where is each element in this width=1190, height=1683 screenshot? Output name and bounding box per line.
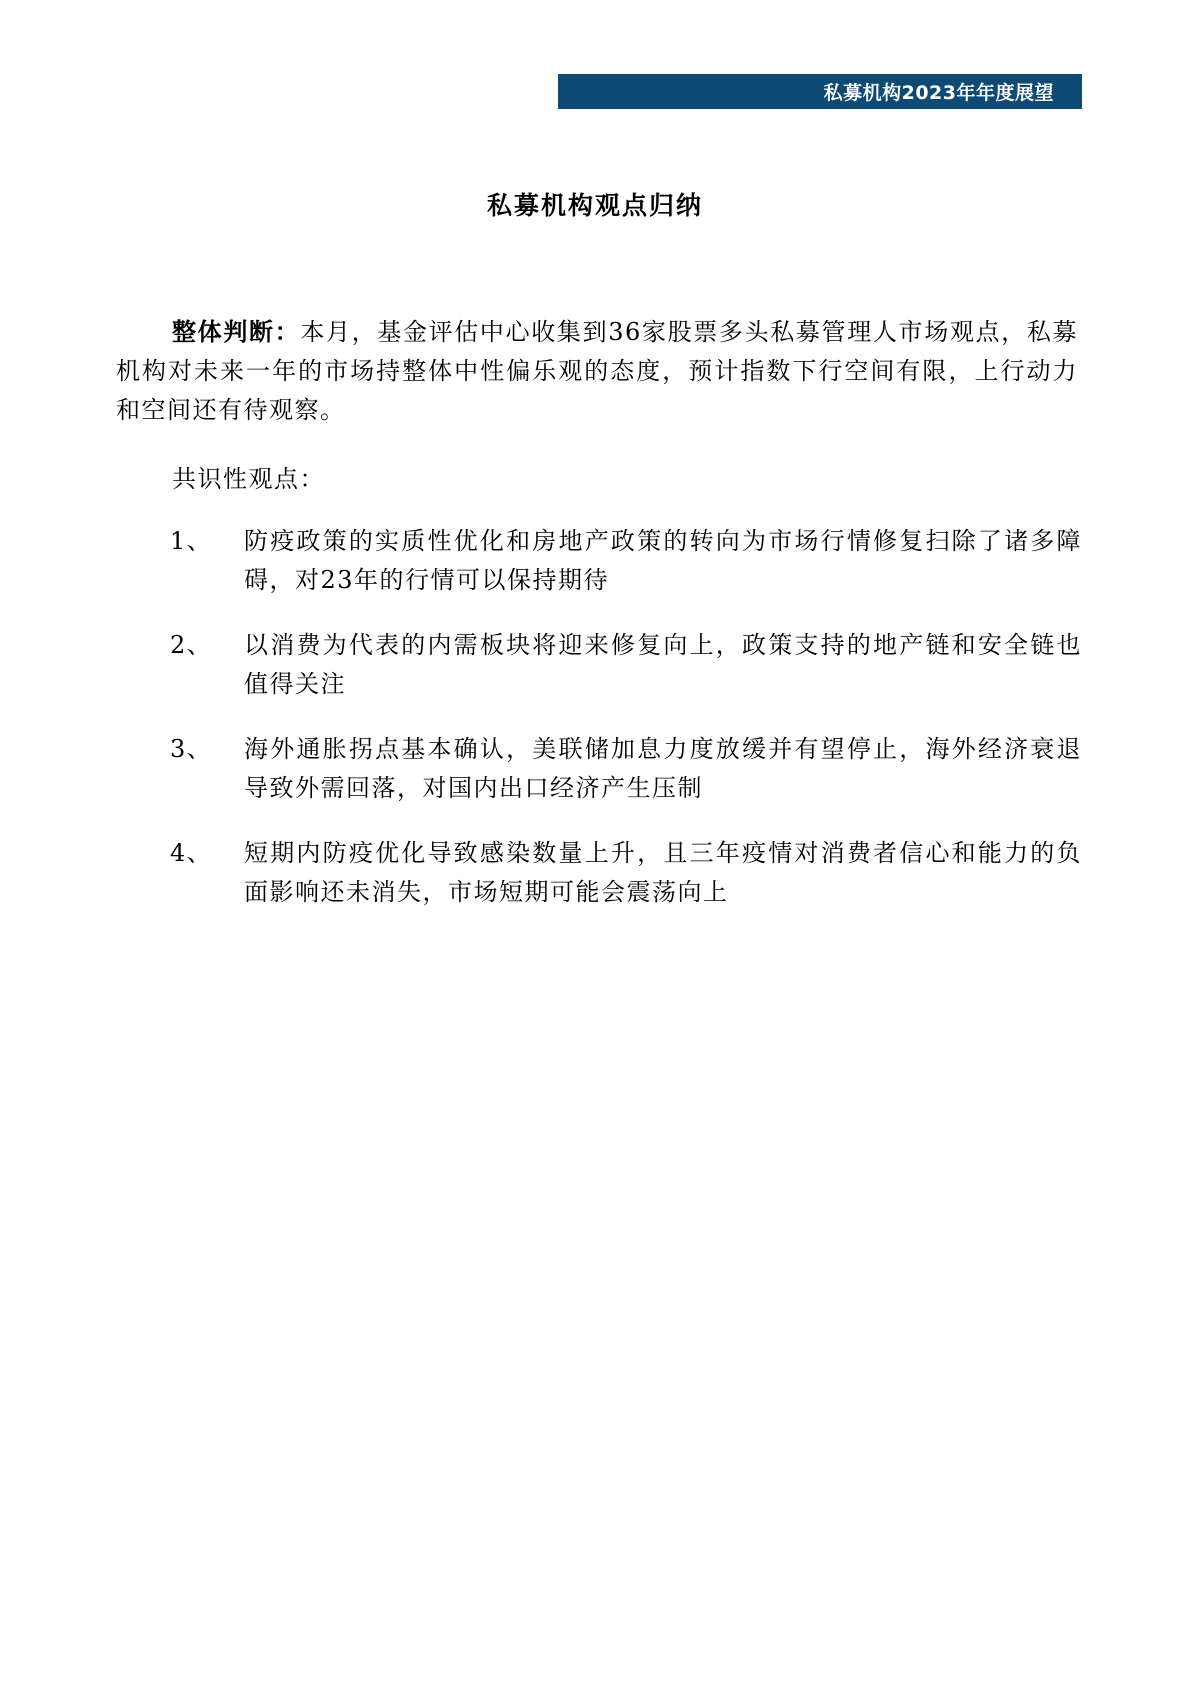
consensus-point-4: [170, 834, 1082, 912]
point-number: 4、: [170, 839, 213, 867]
point-number: 1、: [170, 527, 213, 555]
report-title: 私募机构2023年年度展望: [823, 82, 1054, 104]
point-number: 2、: [170, 631, 213, 659]
consensus-point-2: [170, 626, 1082, 704]
overall-judgment-label: 整体判断：: [172, 317, 301, 346]
overall-judgment-paragraph: [116, 312, 1078, 430]
consensus-point-1: [170, 522, 1082, 600]
header-band: [558, 74, 1082, 109]
point-text: 海外通胀拐点基本确认，美联储加息力度放缓并有望停止，海外经济衰退导致外需回落，对国内出口经济产生压制: [244, 735, 1082, 802]
page-title: 私募机构观点归纳: [486, 191, 703, 220]
consensus-point-3: [170, 730, 1082, 808]
point-text: 以消费为代表的内需板块将迎来修复向上，政策支持的地产链和安全链也值得关注: [244, 631, 1082, 698]
consensus-heading: 共识性观点：: [172, 465, 325, 493]
point-number: 3、: [170, 735, 213, 763]
point-text: 短期内防疫优化导致感染数量上升，且三年疫情对消费者信心和能力的负面影响还未消失，市场短期可能会震荡向上: [244, 839, 1082, 906]
point-text: 防疫政策的实质性优化和房地产政策的转向为市场行情修复扫除了诸多障碍，对23年的行情可以保持期待: [244, 527, 1082, 594]
overall-judgment-text: 本月，基金评估中心收集到36家股票多头私募管理人市场观点，私募机构对未来一年的市场持整体中性偏乐观的态度，预计指数下行空间有限，上行动力和空间还有待观察。: [116, 318, 1079, 424]
